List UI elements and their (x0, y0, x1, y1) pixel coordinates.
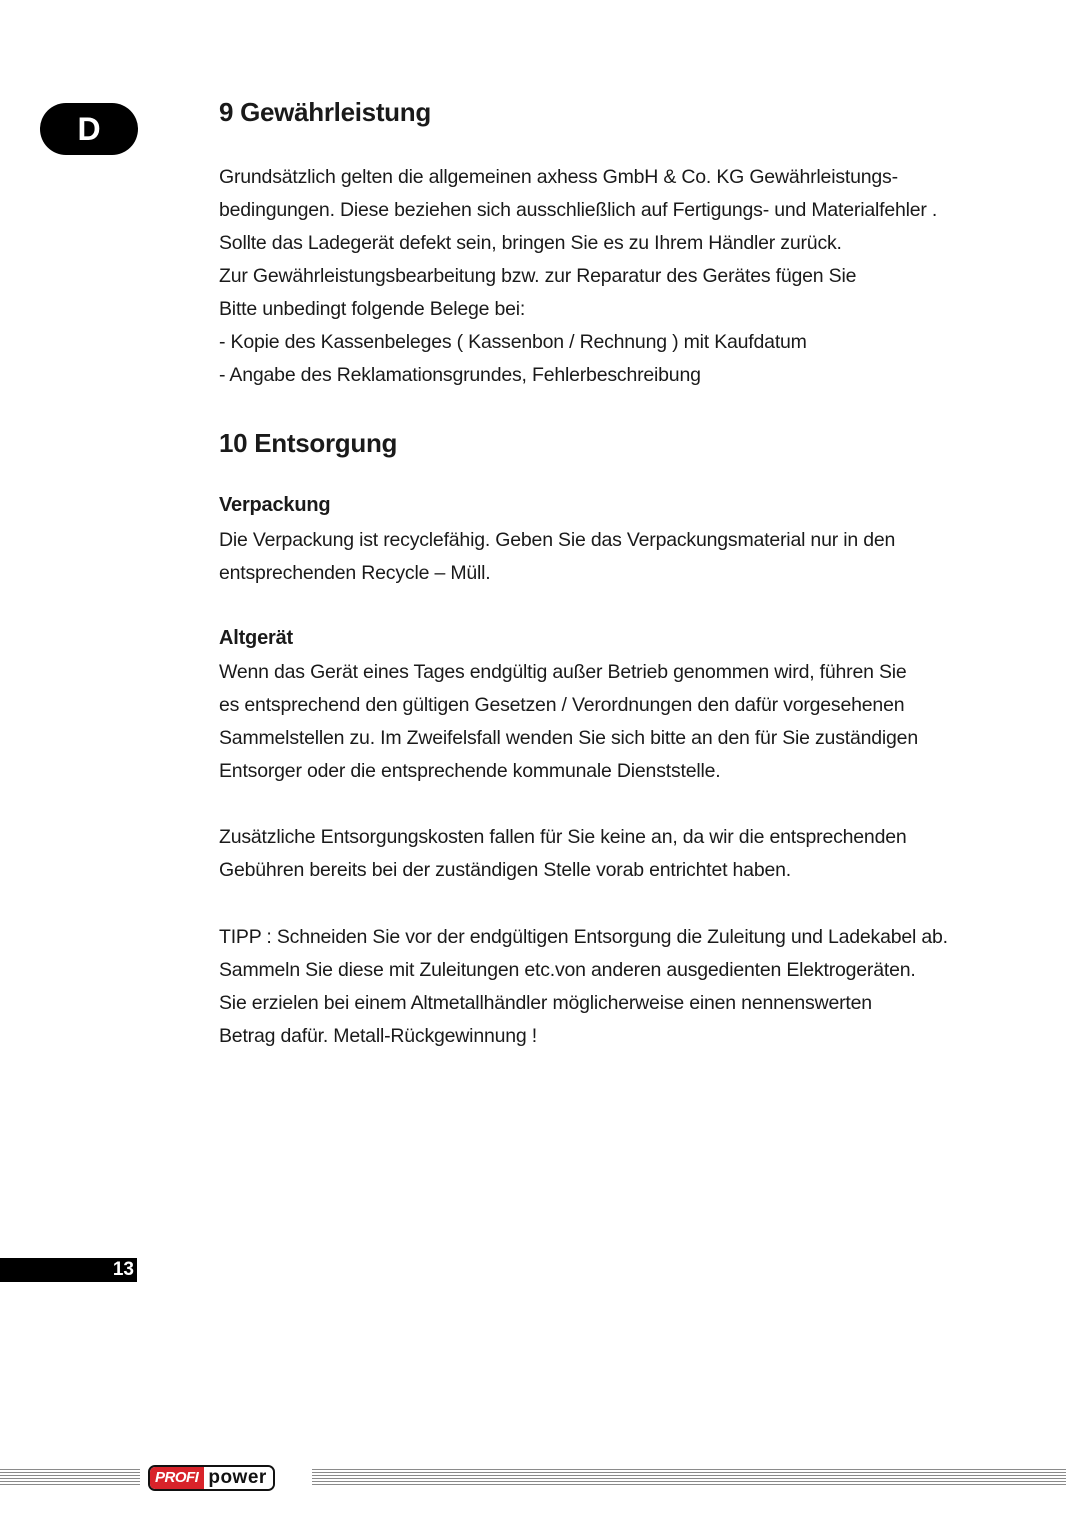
heading-disposal: 10 Entsorgung (219, 428, 398, 458)
old-device-text (219, 656, 918, 788)
warranty-text (219, 161, 937, 392)
old-device-line: Sammelstellen zu. Im Zweifelsfall wenden Sie sich bitte an den für Sie zuständigen (219, 727, 918, 749)
packaging-line: Die Verpackung ist recyclefähig. Geben Sie das Verpackungsmaterial nur in den (219, 529, 896, 551)
footer-rule-right (312, 1469, 1066, 1487)
footer-rule-left (0, 1469, 140, 1487)
language-tab: D (40, 103, 138, 155)
old-device-line: Entsorger oder die entsprechende kommunale Dienststelle. (219, 760, 721, 782)
tip-text (219, 921, 948, 1053)
warranty-line: - Angabe des Reklamationsgrundes, Fehlerbeschreibung (219, 364, 701, 386)
costs-line: Zusätzliche Entsorgungskosten fallen für Sie keine an, da wir die entsprechenden (219, 826, 907, 848)
costs-line: Gebühren bereits bei der zuständigen Stelle vorab entrichtet haben. (219, 859, 791, 881)
old-device-line: Wenn das Gerät eines Tages endgültig außer Betrieb genommen wird, führen Sie (219, 661, 907, 683)
warranty-line: Sollte das Ladegerät defekt sein, bringen Sie es zu Ihrem Händler zurück. (219, 232, 842, 254)
page-number: 13 (0, 1258, 137, 1282)
packaging-text (219, 524, 895, 590)
tip-line: TIPP : Schneiden Sie vor der endgültigen Entsorgung die Zuleitung und Ladekabel ab. (219, 926, 948, 948)
old-device-line: es entsprechend den gültigen Gesetzen / Verordnungen den dafür vorgesehenen (219, 694, 905, 716)
logo-profi-text: PROFI (150, 1467, 204, 1489)
costs-text (219, 821, 907, 887)
tip-line: Betrag dafür. Metall-Rückgewinnung ! (219, 1025, 537, 1047)
heading-warranty: 9 Gewährleistung (219, 97, 431, 127)
subheading-packaging: Verpackung (219, 494, 331, 516)
subheading-old-device: Altgerät (219, 627, 293, 649)
logo-power-text: power (204, 1467, 272, 1489)
warranty-line: - Kopie des Kassenbeleges ( Kassenbon / Rechnung ) mit Kaufdatum (219, 331, 807, 353)
warranty-line: Grundsätzlich gelten die allgemeinen axhess GmbH & Co. KG Gewährleistungs- (219, 166, 898, 188)
tip-line: Sammeln Sie diese mit Zuleitungen etc.von anderen ausgedienten Elektrogeräten. (219, 959, 916, 981)
tip-line: Sie erzielen bei einem Altmetallhändler möglicherweise einen nennenswerten (219, 992, 872, 1014)
warranty-line: bedingungen. Diese beziehen sich ausschließlich auf Fertigungs- und Materialfehler . (219, 199, 938, 221)
brand-logo (148, 1465, 275, 1491)
warranty-line: Bitte unbedingt folgende Belege bei: (219, 298, 526, 320)
warranty-line: Zur Gewährleistungsbearbeitung bzw. zur Reparatur des Gerätes fügen Sie (219, 265, 857, 287)
packaging-line: entsprechenden Recycle – Müll. (219, 562, 491, 584)
